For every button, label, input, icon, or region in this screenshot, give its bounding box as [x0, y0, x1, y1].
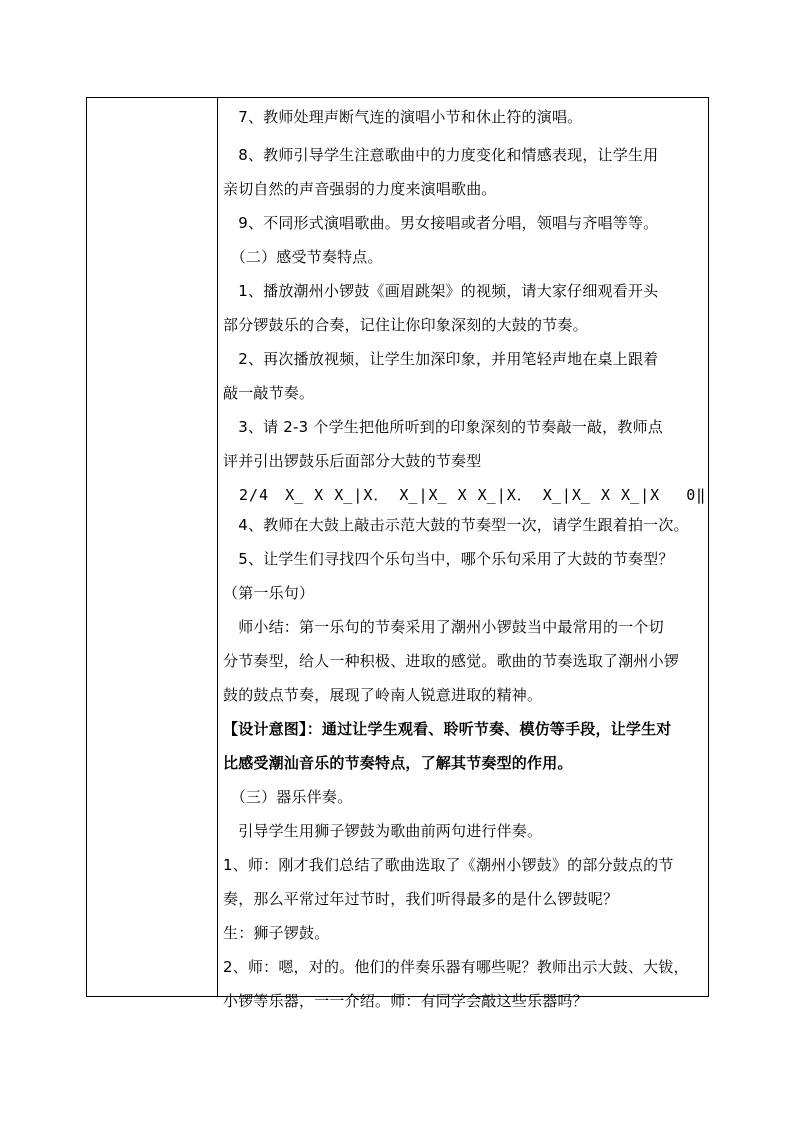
section-heading: （二）感受节奏特点。 — [223, 248, 383, 266]
paragraph-line: 8、教师引导学生注意歌曲中的力度变化和情感表现，让学生用 — [223, 146, 659, 164]
paragraph-line: 评并引出锣鼓乐后面部分大鼓的节奏型 — [223, 452, 482, 470]
summary-line: 鼓的鼓点节奏，展现了岭南人锐意进取的精神。 — [223, 686, 543, 704]
paragraph-line: 奏，那么平常过年过节时，我们听得最多的是什么锣鼓呢？ — [223, 890, 619, 908]
paragraph-line: 1、师：刚才我们总结了歌曲选取了《潮州小锣鼓》的部分鼓点的节 — [223, 856, 674, 874]
design-intent-line: 比感受潮汕音乐的节奏特点，了解其节奏型的作用。 — [223, 754, 573, 772]
paragraph-line: 2、师：嗯，对的。他们的伴奏乐器有哪些呢？教师出示大鼓、大钹， — [223, 958, 689, 976]
paragraph-line: 1、播放潮州小锣鼓《画眉跳架》的视频，请大家仔细观看开头 — [223, 282, 659, 300]
paragraph-line: 5、让学生们寻找四个乐句当中，哪个乐句采用了大鼓的节奏型？ — [223, 550, 674, 568]
paragraph-line: 小锣等乐器，一一介绍。师：有同学会敲这些乐器吗？ — [223, 992, 588, 1010]
paragraph-line: 亲切自然的声音强弱的力度来演唱歌曲。 — [223, 180, 497, 198]
paragraph-line: 2、再次播放视频，让学生加深印象，并用笔轻声地在桌上跟着 — [223, 350, 659, 368]
design-intent-line: 【设计意图】：通过让学生观看、聆听节奏、模仿等手段，让学生对 — [223, 720, 672, 738]
rhythm-notation: 2/4 X̲ X X̲|X． X̲|X̲ X X̲|X． X̲|X̲ X X̲|X 0‖ — [239, 486, 707, 504]
column-divider — [217, 98, 218, 996]
paragraph-line: 7、教师处理声断气连的演唱小节和休止符的演唱。 — [223, 108, 583, 126]
lesson-table — [86, 97, 709, 1010]
paragraph-line: （第一乐句） — [223, 584, 315, 602]
paragraph-line: 引导学生用狮子锣鼓为歌曲前两句进行伴奏。 — [223, 822, 543, 840]
paragraph-line: 3、请 2-3 个学生把他所听到的印象深刻的节奏敲一敲，教师点 — [223, 418, 663, 436]
summary-line: 师小结：第一乐句的节奏采用了潮州小锣鼓当中最常用的一个切 — [223, 618, 664, 636]
summary-line: 分节奏型，给人一种积极、进取的感觉。歌曲的节奏选取了潮州小锣 — [223, 652, 680, 670]
paragraph-line: 生：狮子锣鼓。 — [223, 924, 330, 942]
paragraph-line: 部分锣鼓乐的合奏，记住让你印象深刻的大鼓的节奏。 — [223, 316, 588, 334]
paragraph-line: 敲一敲节奏。 — [223, 384, 315, 402]
paragraph-line: 4、教师在大鼓上敲击示范大鼓的节奏型一次，请学生跟着拍一次。 — [223, 516, 689, 534]
section-heading: （三）器乐伴奏。 — [223, 788, 353, 806]
paragraph-line: 9、不同形式演唱歌曲。男女接唱或者分唱，领唱与齐唱等等。 — [223, 214, 659, 232]
